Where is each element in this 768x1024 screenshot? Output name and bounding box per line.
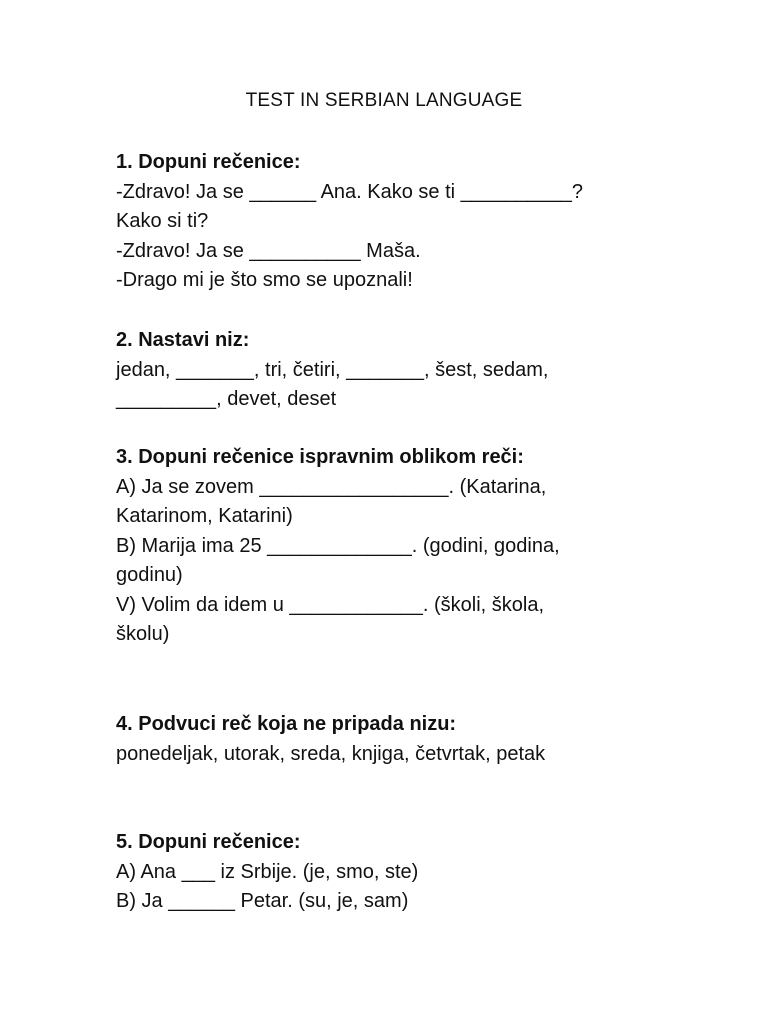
question-3-line-1: A) Ja se zovem _________________. (Katarina, (116, 475, 547, 498)
question-3-line-4: godinu) (116, 564, 183, 586)
question-1-line-3: -Zdravo! Ja se __________ Maša. (116, 239, 421, 262)
question-4 (116, 710, 696, 769)
question-5-heading: 5. Dopuni rečenice: (116, 831, 301, 853)
question-2-heading: 2. Nastavi niz: (116, 329, 250, 351)
question-3-line-6: školu) (116, 623, 170, 645)
question-1-line-2: Kako si ti? (116, 210, 209, 232)
question-3-heading: 3. Dopuni rečenice ispravnim oblikom reči: (116, 446, 524, 468)
question-2 (116, 326, 696, 415)
question-1 (116, 148, 696, 296)
question-4-line-1: ponedeljak, utorak, sreda, knjiga, četvrtak, petak (116, 742, 546, 765)
question-3-line-2: Katarinom, Katarini) (116, 505, 293, 527)
question-1-heading: 1. Dopuni rečenice: (116, 151, 301, 173)
question-1-line-1: -Zdravo! Ja se ______ Ana. Kako se ti __________? (116, 180, 584, 203)
question-5-line-1: A) Ana ___ iz Srbije. (je, smo, ste) (116, 860, 419, 883)
question-3 (116, 443, 696, 650)
question-1-line-4: -Drago mi je što smo se upoznali! (116, 269, 413, 291)
question-3-line-3: B) Marija ima 25 _____________. (godini, godina, (116, 534, 560, 557)
document-title: TEST IN SERBIAN LANGUAGE (245, 90, 523, 111)
question-2-line-1: jedan, _______, tri, četiri, _______, šest, sedam, (116, 358, 549, 381)
question-5-line-2: B) Ja ______ Petar. (su, je, sam) (116, 890, 409, 912)
question-2-line-2: _________, devet, deset (116, 388, 337, 410)
question-3-line-5: V) Volim da idem u ____________. (školi, škola, (116, 593, 545, 616)
question-4-heading: 4. Podvuci reč koja ne pripada nizu: (116, 713, 457, 735)
question-5 (116, 828, 696, 917)
